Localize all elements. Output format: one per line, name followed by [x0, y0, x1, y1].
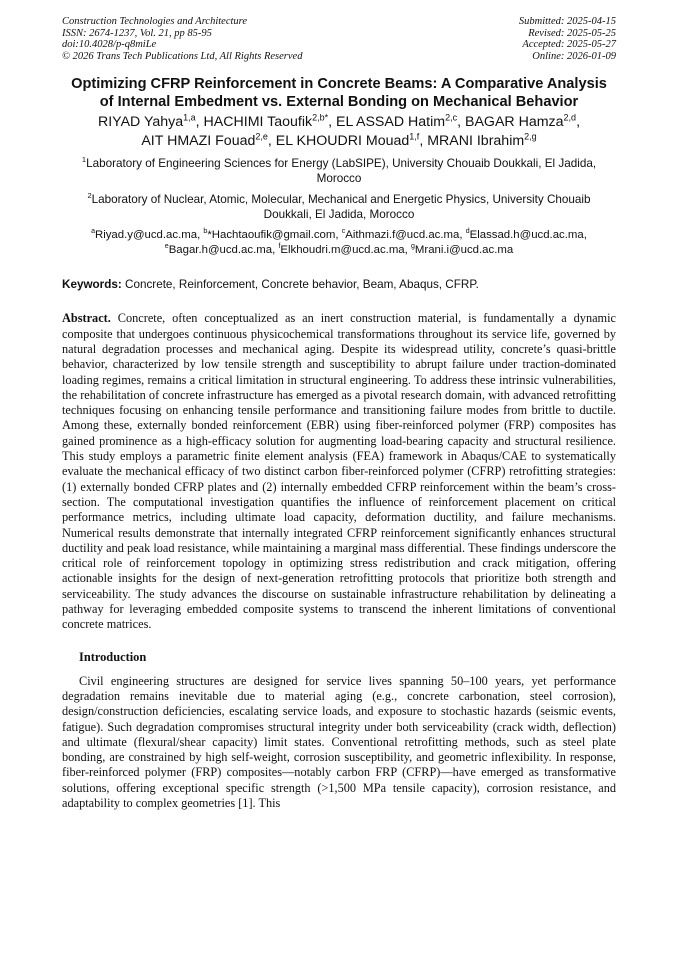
online-date: Online: 2026-01-09 — [532, 50, 616, 62]
doi[interactable]: doi:10.4028/p-q8miLe — [62, 39, 157, 51]
paper-title: Optimizing CFRP Reinforcement in Concrete Beams: A Comparative Analysis of Internal Embedment vs. External Bonding on Mechanical Behavior — [71, 76, 607, 111]
author-sep: , — [195, 114, 204, 131]
author-sup: 1,f — [409, 131, 420, 142]
author-sup: 2,d — [563, 112, 577, 123]
email-sep: , — [197, 229, 204, 242]
author-sep: , — [457, 114, 465, 131]
email-sup: e — [164, 243, 169, 251]
email-list — [62, 228, 616, 258]
email-sep: , — [272, 244, 279, 257]
accepted-date: Accepted: 2025-05-27 — [522, 39, 616, 51]
author-sep: , — [328, 114, 336, 131]
email-sep: , — [335, 229, 342, 242]
email-sup: d — [465, 228, 470, 236]
email[interactable] — [342, 229, 466, 241]
author-sup: 2,c — [445, 112, 458, 123]
affiliation-2 — [62, 192, 616, 222]
author-name: EL KHOUDRI Mouad — [275, 132, 410, 149]
keywords — [62, 277, 616, 292]
author-sup: 1,a — [183, 112, 196, 123]
author-sup: 2,b* — [312, 112, 329, 123]
revised-date: Revised: 2025-05-25 — [528, 27, 616, 39]
author-sep: , — [419, 132, 428, 149]
email-sup: f — [278, 243, 281, 251]
affiliation-text: Laboratory of Nuclear, Atomic, Molecular, Mechanical and Energetic Physics, University Chouaib Doukkali, El Jadida, Morocco — [91, 193, 591, 222]
author — [98, 114, 204, 130]
email-address[interactable]: Elassad.h@ucd.ac.ma — [469, 229, 584, 242]
email-sup: b — [203, 228, 208, 236]
email[interactable] — [91, 229, 203, 241]
abstract-label: Abstract. — [62, 311, 111, 326]
author-name: EL ASSAD Hatim — [336, 114, 446, 131]
email-address[interactable]: Aithmazi.f@ucd.ac.ma — [345, 229, 460, 242]
author-name: MRANI Ibrahim — [427, 132, 525, 149]
email-sup: a — [91, 228, 95, 236]
introduction-paragraph: Civil engineering structures are designed for service lives spanning 50–100 years, yet performance degradation remains inevitable due to material aging (e.g., concrete carbonation, steel corrosion), design/construction deficiencies, escalating service loads, and exposure to stochastic hazards (seismic events, fatigue). Such degradation compromises structural integrity under both serviceability (crack width, deflection) and ultimate (flexural/shear capacity) limit states. Conventional retrofitting methods, such as steel plate bonding, are constrained by high self-weight, corrosion susceptibility, and geometric inflexibility. In response, fiber-reinforced polymer (FRP) composites—notably carbon FRP (CFRP)—have emerged as transformative solutions, offering exceptional specific strength (>1,500 MPa tensile capacity), corrosion resistance, and adaptability to complex geometries [1]. This — [62, 673, 616, 810]
author — [427, 133, 536, 149]
affiliation-1 — [62, 156, 616, 186]
email[interactable] — [203, 229, 341, 241]
author-list — [62, 113, 616, 150]
author — [336, 114, 465, 130]
email-sup: g — [411, 243, 415, 251]
email-address[interactable]: Mrani.i@ucd.ac.ma — [414, 244, 514, 257]
author — [204, 114, 336, 130]
copyright: © 2026 Trans Tech Publications Ltd, All Rights Reserved — [62, 50, 303, 62]
email-address[interactable]: *Hachtaoufik@gmail.com — [207, 229, 336, 242]
issn-volume: ISSN: 2674-1237, Vol. 21, pp 85-95 — [62, 27, 212, 39]
submitted-date: Submitted: 2025-04-15 — [518, 16, 616, 27]
author-sup: 2,e — [255, 131, 268, 142]
email-address[interactable]: Riyad.y@ucd.ac.ma — [94, 229, 198, 242]
email[interactable] — [278, 244, 411, 256]
email-sup: c — [341, 228, 346, 236]
page-header — [62, 16, 616, 62]
author-name: HACHIMI Taoufik — [203, 114, 313, 131]
author — [465, 114, 580, 130]
email-address[interactable]: Elkhoudri.m@ucd.ac.ma — [280, 244, 405, 257]
abstract — [62, 311, 616, 632]
keywords-label: Keywords: — [62, 278, 122, 292]
journal-name: Construction Technologies and Architecture — [62, 16, 248, 27]
email[interactable] — [165, 244, 279, 256]
publication-dates — [519, 16, 616, 62]
author-sep: , — [576, 114, 581, 131]
email-sep: , — [583, 229, 587, 242]
journal-info — [62, 16, 302, 62]
author-sep: , — [267, 132, 276, 149]
email-sep: , — [404, 244, 411, 257]
author-name: AIT HMAZI Fouad — [141, 132, 256, 149]
keywords-text: Concrete, Reinforcement, Concrete behavior, Beam, Abaqus, CFRP. — [121, 278, 479, 292]
author-name: BAGAR Hamza — [464, 114, 564, 131]
email[interactable] — [466, 229, 587, 241]
email-sep: , — [459, 229, 466, 242]
author-sup: 2,g — [524, 131, 537, 142]
email[interactable] — [411, 244, 513, 256]
affiliation-sup: 1 — [81, 155, 87, 165]
affiliation-sup: 2 — [87, 191, 92, 201]
abstract-text: Concrete, often conceptualized as an inert construction material, is fundamentally a dynamic composite that undergoes continuous physicochemical transformations throughout its service life, governed by natural degradation processes and mechanical aging. Despite its widespread utility, concrete’s quasi-brittle behavior, characterized by low tensile strength and susceptibility to abrupt failure under traction-dominated loading regimes, remains a critical limitation in structural engineering. To address these intrinsic vulnerabilities, the rehabilitation of concrete infrastructure has emerged as a pivotal research domain, with advanced retrofitting techniques focusing on enhancing tensile performance and transitioning failure modes from brittle to ductile. Among these, externally bonded reinforcement (EBR) using fiber-reinforced polymer (FRP) composites has gained prominence as a high-efficacy solution for augmenting load-bearing capacity and structural resilience. This study employs a parametric finite element analysis (FEA) framework in Abaqus/CAE to systematically evaluate the mechanical efficacy of two distinct carbon fiber-reinforced polymer (CFRP) retrofitting strategies: (1) externally bonded CFRP plates and (2) internally embedded CFRP reinforcement within the beam’s cross-section. The computational investigation quantifies the influence of reinforcement placement on critical performance metrics, including ultimate load capacity, deformation ductility, and failure mechanisms. Numerical results demonstrate that internally integrated CFRP reinforcement significantly enhances structural ductility and peak load resistance, while maintaining a marginal mass differential. These findings underscore the critical role of reinforcement topology in optimizing stress redistribution and crack mitigation, offering actionable insights for the design of next-generation retrofitting protocols that prioritize both strength and serviceability. The study advances the discourse on sustainable infrastructure rehabilitation by delineating a pathway for leveraging embedded composite systems to transcend the inherent limitations of conventional concrete matrices. — [62, 311, 616, 632]
email-address[interactable]: Bagar.h@ucd.ac.ma — [168, 244, 273, 257]
author — [276, 133, 427, 149]
author-name: RIYAD Yahya — [97, 114, 184, 131]
section-heading-introduction: Introduction — [79, 649, 147, 664]
affiliation-text: Laboratory of Engineering Sciences for Energy (LabSIPE), University Chouaib Doukkali, El Jadida, Morocco — [86, 157, 597, 186]
author — [141, 133, 275, 149]
